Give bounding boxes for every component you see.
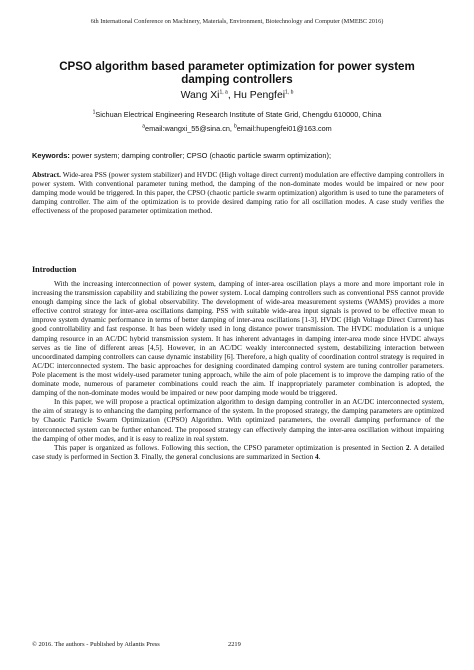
- author-2-name: Hu Pengfei: [233, 90, 286, 101]
- conference-header: 6th International Conference on Machinery, Materials, Environment, Biotechnology and Computer (MMEBC 2016): [90, 18, 384, 25]
- author-emails: [0, 124, 474, 133]
- page-number: 2219: [228, 641, 241, 648]
- author-separator: ,: [227, 90, 234, 101]
- affiliation-text: Sichuan Electrical Engineering Research Institute of State Grid, Chengdu 610000, China: [95, 110, 382, 119]
- section-ref-2: 2: [405, 442, 410, 452]
- affiliation: [0, 110, 474, 119]
- abstract: [32, 170, 444, 215]
- paragraph-3-text-3: . Finally, the general conclusions are summarized in Section: [137, 451, 316, 461]
- introduction-body: [32, 279, 444, 461]
- keywords: [32, 151, 447, 160]
- introduction-paragraph-1: With the increasing interconnection of power system, damping of inter-area oscillation plays a more and more important role in increasing the transmission capability and stabilizing the power system. Local damping controllers such as conventional PSS cannot provide enough damping since the lack of global observability. The development of wide-area measurement systems (WAMS) provides a more effective control strategy for inter-area oscillations damping. PSS with suitable wide-area input signals is proved to be effective mean to improve system dynamic performance in terms of better damping of inter-area oscillations [1-3]. HVDC (High Voltage Direct Current) has good controllability and fast response. It has been widely used in long distance power transmission. The HVDC modulation is a unique damping resource in an AC/DC hybrid transmission system. It has inherent advantages in damping inter-area mode since HVDC always serves as tie line of different areas [4,5]. However, in an AC/DC weakly interconnected system, destabilizing interaction between uncoordinated damping controllers can cause dynamic instability [6]. Therefore, a high quality of coordination control strategy is required in AC/DC interconnected system. The basic approaches for designing coordinated damping control system are tuning controller parameters. Pole placement is the most widely-used parameter tuning approach, while the aim of pole placement is to improve the damping ratio of the dominate mode, numerous of parameter combinations could reach the aim. If inappropriately parameter combination is adopted, the damping of the non-dominate modes would be impaired or new poor damping mode would be triggered.: [32, 279, 444, 398]
- author-list: [0, 90, 474, 101]
- paragraph-3-text-2: . A detailed case study is performed in Section: [32, 442, 444, 461]
- email-a-mark: a: [142, 123, 146, 130]
- paragraph-3-text-4: .: [318, 451, 321, 461]
- keywords-label: Keywords:: [32, 151, 70, 160]
- keywords-text: power system; damping controller; CPSO (chaotic particle swarm optimization);: [69, 151, 332, 160]
- abstract-label: Abstract.: [32, 170, 61, 179]
- email-b-mark: b: [233, 123, 237, 130]
- abstract-text: Wide-area PSS (power system stabilizer) and HVDC (High voltage direct current) modulation are effective damping controllers in power system. With conventional parameter tuning method, the damping of the non-dominate modes would be impaired or new poor damping mode would be triggered. In this paper, the CPSO (chaotic particle swarm optimization) algorithm is used to tune the parameters of damping controller. The aim of the optimization is to provide desired damping ratio for all oscillation modes. A case study verifies the effectiveness of the proposed parameter optimization method.: [32, 170, 444, 216]
- title-line-2: damping controllers: [181, 73, 293, 86]
- author-2-affiliation-mark: 1, b: [285, 89, 294, 96]
- email-b-text: email:hupengfei01@163.com: [236, 124, 332, 133]
- title-line-1: CPSO algorithm based parameter optimization for power system: [59, 60, 415, 73]
- introduction-heading: Introduction: [32, 265, 77, 274]
- author-1-affiliation-mark: 1, a: [219, 89, 228, 96]
- introduction-paragraph-2: In this paper, we will propose a practical optimization algorithm to design damping controller in an AC/DC interconnected system, the aim of strategy is to enhancing the damping performance of the system. In the proposed strategy, the damping parameters are optimized by Chaotic Particle Swarm Optimization (CPSO) Algorithm. With optimized parameters, the overall damping performance of the interconnected system can be further enhanced. The proposed strategy can effectively damping the inter-area oscillation without impairing the damping of other modes, and it is easy to realize in real system.: [32, 397, 444, 443]
- affiliation-mark: 1: [92, 109, 96, 116]
- email-a-text: email:wangxi_55@sina.cn,: [145, 124, 234, 133]
- paper-title: [40, 60, 434, 86]
- copyright-footer: © 2016. The authors - Published by Atlantis Press: [32, 641, 160, 648]
- paragraph-3-text-1: This paper is organized as follows. Following this section, the CPSO parameter optimization is presented in Section: [54, 442, 406, 452]
- section-ref-4: 4: [315, 451, 319, 461]
- author-1-name: Wang Xi: [180, 90, 220, 101]
- introduction-paragraph-3: [32, 443, 444, 461]
- section-ref-3: 3: [134, 451, 138, 461]
